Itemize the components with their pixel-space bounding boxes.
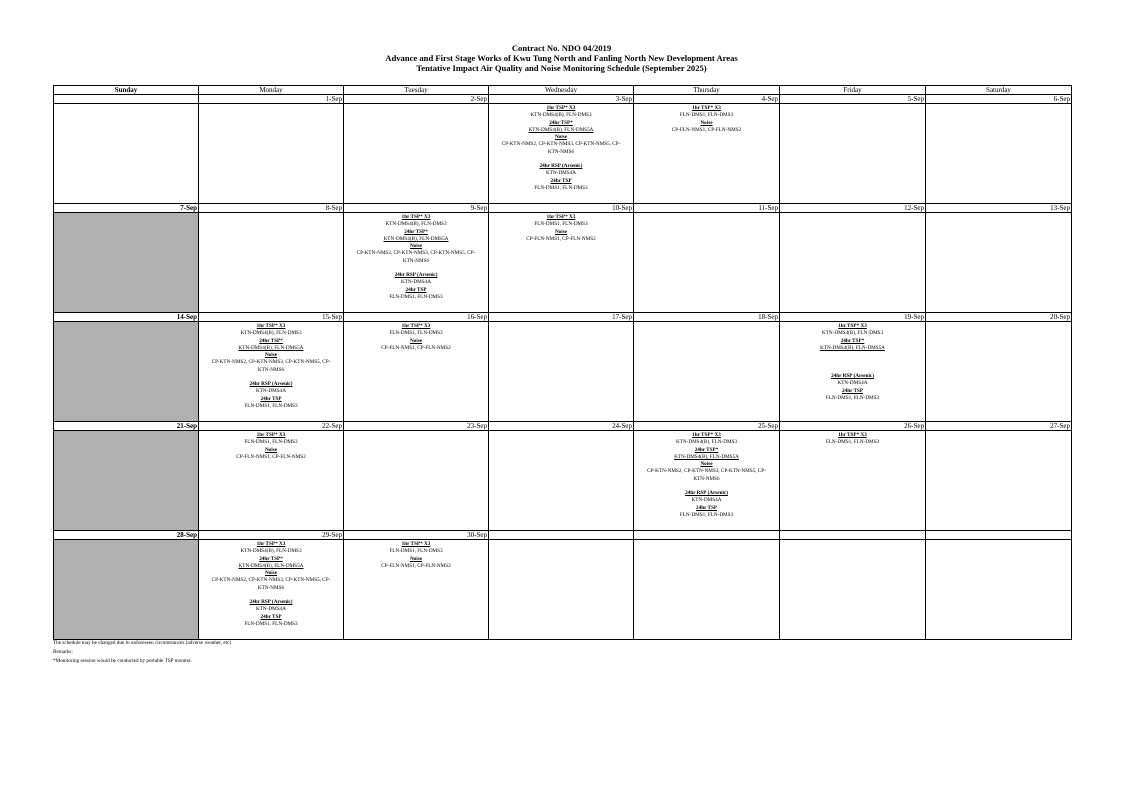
monitoring-type-heading: 24hr RSP (Arsenic) — [831, 373, 874, 380]
date-cell — [54, 422, 199, 431]
disclaimer-note: The schedule may be changed due to unforeseen circumstances (adverse weather, etc) — [53, 640, 232, 646]
schedule-entries — [926, 431, 1071, 432]
date-cell — [926, 531, 1072, 540]
date-label — [1070, 531, 1071, 539]
day-cell — [54, 322, 199, 422]
day-cell — [634, 104, 780, 204]
monitoring-type-heading: 24hr TSP* — [549, 119, 573, 126]
date-cell — [54, 95, 199, 104]
date-cell — [489, 422, 634, 431]
date-cell — [634, 313, 780, 322]
date-cell — [780, 204, 926, 213]
monitoring-type-heading: 1hr TSP* X3 — [256, 323, 286, 329]
schedule-entries — [489, 540, 633, 541]
date-label: 21-Sep — [176, 422, 197, 430]
schedule-entries — [54, 213, 198, 214]
monitoring-type-heading: 24hr TSP — [405, 286, 427, 293]
station-list: KTN-NMS6 — [693, 475, 720, 482]
date-label: 17-Sep — [612, 313, 632, 321]
date-label: 3-Sep — [615, 95, 632, 103]
date-label: 9-Sep — [470, 204, 487, 212]
day-cell — [199, 322, 344, 422]
station-list: FLN-DMS1, FLN-DMS3 — [244, 402, 298, 409]
day-cell — [634, 322, 780, 422]
date-cell — [634, 531, 780, 540]
station-list: CP-FLN-NMS1, CP-FLN-NMS2 — [671, 126, 742, 133]
monitoring-type-heading: 24hr TSP* — [259, 555, 283, 562]
station-list: FLN-DMS1, FLN-DMS3 — [679, 112, 734, 119]
date-cell — [54, 204, 199, 213]
date-cell — [634, 422, 780, 431]
schedule-entries — [634, 322, 779, 323]
day-cell — [926, 213, 1072, 313]
day-cell — [199, 540, 344, 640]
schedule-entries — [54, 104, 198, 105]
schedule-entries — [344, 431, 488, 432]
schedule-entries — [489, 213, 633, 243]
day-cell — [54, 540, 199, 640]
station-list: KTN-DMS4(B), FLN-DMS3 — [821, 330, 884, 337]
monitoring-type-heading: Noise — [554, 134, 568, 141]
date-row — [54, 422, 1072, 431]
station-list: FLN-DMS1, FLN-DMS3 — [244, 620, 298, 627]
schedule-entries — [344, 213, 488, 301]
date-label: 5-Sep — [907, 95, 924, 103]
contract-number: Contract No. NDO 04/2019 — [511, 43, 612, 53]
date-cell — [199, 531, 344, 540]
spacer — [780, 352, 925, 359]
date-label: 15-Sep — [322, 313, 342, 321]
day-cell — [199, 213, 344, 313]
week-row — [54, 322, 1072, 422]
monitoring-type-heading: Noise — [264, 446, 278, 453]
schedule-entries — [54, 322, 198, 323]
station-list: KTN-DMS4(B), FLN-DMS5A — [238, 562, 304, 569]
date-cell — [344, 313, 489, 322]
monitoring-type-heading: Noise — [409, 555, 423, 562]
monitoring-type-heading: 24hr TSP — [550, 177, 572, 184]
station-list: FLN-DMS1, FLN-DMS3 — [534, 221, 588, 228]
remarks-label: Remarks: — [53, 649, 73, 655]
station-list: KTN-NMS6 — [257, 584, 285, 591]
monitoring-type-heading: 24hr RSP (Arsenic) — [249, 599, 293, 606]
monitoring-type-heading: 24hr TSP* — [259, 337, 283, 344]
station-list: KTN-DMS4A — [256, 388, 286, 395]
date-cell — [634, 95, 780, 104]
weekday-header-row — [54, 86, 1072, 95]
schedule-entries — [780, 104, 925, 105]
date-cell — [199, 313, 344, 322]
date-cell — [199, 204, 344, 213]
station-list: CP-KTN-NMS2, CP-KTN-NMS3, CP-KTN-NMS5, CP- — [356, 250, 476, 257]
date-label: 2-Sep — [470, 95, 487, 103]
day-cell — [344, 213, 489, 313]
day-cell — [199, 104, 344, 204]
station-list: KTN-DMS4A — [546, 170, 576, 177]
day-cell — [489, 322, 634, 422]
day-cell — [344, 540, 489, 640]
station-list: KTN-NMS6 — [547, 148, 575, 155]
date-label: 1-Sep — [325, 95, 342, 103]
schedule-entries — [634, 104, 779, 134]
station-list: CP-KTN-NMS2, CP-KTN-NMS3, CP-KTN-NMS5, CP- — [501, 141, 621, 148]
schedule-entries — [780, 431, 925, 447]
monitoring-type-heading: 24hr TSP* — [694, 446, 719, 453]
monitoring-type-heading: 24hr TSP — [260, 395, 282, 402]
date-label: 28-Sep — [176, 531, 197, 539]
station-list: KTN-DMS4(B), FLN-DMS3 — [240, 330, 302, 337]
date-label: 14-Sep — [176, 313, 197, 321]
footnotes — [53, 639, 231, 666]
station-list: KTN-DMS4(B), FLN-DMS3 — [385, 221, 447, 228]
schedule-entries — [489, 104, 633, 192]
date-cell — [926, 313, 1072, 322]
day-cell — [54, 213, 199, 313]
schedule-title: Tentative Impact Air Quality and Noise Monitoring Schedule (September 2025) — [416, 63, 707, 73]
schedule-entries — [926, 104, 1071, 105]
schedule-entries — [634, 213, 779, 214]
day-cell — [780, 322, 926, 422]
schedule-entries — [344, 104, 488, 105]
monitoring-type-heading: Noise — [264, 570, 278, 577]
date-label: 8-Sep — [325, 204, 342, 212]
schedule-entries — [199, 431, 343, 461]
day-cell — [926, 431, 1072, 531]
schedule-entries — [344, 540, 488, 570]
schedule-entries — [199, 213, 343, 214]
schedule-entries — [199, 540, 343, 628]
station-list: KTN-DMS4(B), FLN-DMS5A — [383, 235, 449, 242]
day-cell — [489, 104, 634, 204]
date-cell — [780, 531, 926, 540]
day-cell — [489, 431, 634, 531]
date-cell — [54, 531, 199, 540]
monitoring-type-heading: 24hr TSP — [696, 504, 717, 511]
monitoring-type-heading: 1hr TSP* X3 — [692, 432, 721, 438]
date-label: 13-Sep — [1050, 204, 1070, 212]
date-label: 10-Sep — [612, 204, 632, 212]
monitoring-calendar — [53, 85, 1072, 640]
monitoring-type-heading: 24hr RSP (Arsenic) — [539, 163, 583, 170]
station-list: KTN-NMS6 — [257, 366, 285, 373]
day-cell — [344, 104, 489, 204]
station-list: KTN-DMS4(B), FLN-DMS5A — [528, 126, 594, 133]
date-cell — [199, 422, 344, 431]
date-cell — [489, 204, 634, 213]
schedule-entries — [489, 431, 633, 432]
date-label: 7-Sep — [180, 204, 197, 212]
date-cell — [634, 204, 780, 213]
day-cell — [344, 431, 489, 531]
monitoring-type-heading: 1hr TSP* X3 — [256, 432, 286, 438]
monitoring-type-heading: 1hr TSP* X3 — [256, 541, 286, 547]
station-list: FLN-DMS1, FLN-DMS3 — [825, 439, 880, 446]
calendar-body — [54, 95, 1072, 640]
schedule-entries — [344, 322, 488, 352]
schedule-entries — [54, 540, 198, 541]
monitoring-type-heading: 24hr RSP (Arsenic) — [394, 272, 438, 279]
station-list: FLN-DMS1, FLN-DMS3 — [389, 548, 443, 555]
date-label — [924, 531, 925, 539]
weekday-header-monday: Monday — [199, 86, 344, 95]
schedule-entries — [926, 213, 1071, 214]
day-cell — [54, 431, 199, 531]
station-list: KTN-DMS4A — [691, 497, 722, 504]
station-list: FLN-DMS1, FLN-DMS3 — [679, 511, 734, 518]
week-row — [54, 540, 1072, 640]
week-row — [54, 213, 1072, 313]
monitoring-type-heading: 24hr TSP* — [840, 337, 865, 344]
day-cell — [634, 431, 780, 531]
schedule-entries — [926, 322, 1071, 323]
date-cell — [489, 313, 634, 322]
station-list: KTN-DMS4A — [837, 380, 868, 387]
date-label: 29-Sep — [322, 531, 342, 539]
station-list: FLN-DMS1, FLN-DMS3 — [389, 330, 443, 337]
monitoring-type-heading: Noise — [409, 337, 423, 344]
date-row — [54, 313, 1072, 322]
date-label — [632, 531, 633, 539]
station-list: CP-FLN-NMS1, CP-FLN-NMS2 — [381, 562, 451, 569]
day-cell — [926, 104, 1072, 204]
station-list: CP-KTN-NMS2, CP-KTN-NMS3, CP-KTN-NMS5, CP- — [211, 577, 331, 584]
monitoring-type-heading: 24hr TSP* — [404, 228, 428, 235]
schedule-entries — [780, 213, 925, 214]
station-list: KTN-DMS4(B), FLN-DMS3 — [240, 548, 302, 555]
station-list: KTN-DMS4(B), FLN-DMS5A — [674, 453, 739, 460]
monitoring-type-heading: 24hr TSP — [842, 387, 863, 394]
date-cell — [780, 95, 926, 104]
schedule-entries — [54, 431, 198, 432]
date-label: 30-Sep — [467, 531, 487, 539]
schedule-entries — [780, 322, 925, 402]
schedule-entries — [926, 540, 1071, 541]
monitoring-type-heading: 1hr TSP* X3 — [401, 214, 431, 220]
date-label: 24-Sep — [612, 422, 632, 430]
day-cell — [780, 540, 926, 640]
day-cell — [489, 213, 634, 313]
monitoring-type-heading: 1hr TSP* X3 — [401, 323, 431, 329]
date-label: 11-Sep — [758, 204, 778, 212]
date-cell — [926, 95, 1072, 104]
date-cell — [344, 204, 489, 213]
station-list: KTN-DMS4(B), FLN-DMS3 — [675, 439, 738, 446]
week-row — [54, 104, 1072, 204]
date-cell — [780, 313, 926, 322]
date-cell — [344, 422, 489, 431]
date-cell — [489, 531, 634, 540]
schedule-entries — [634, 431, 779, 519]
date-label: 22-Sep — [322, 422, 342, 430]
day-cell — [199, 431, 344, 531]
schedule-entries — [489, 322, 633, 323]
day-cell — [780, 104, 926, 204]
document-title-block — [0, 43, 1123, 73]
date-cell — [344, 531, 489, 540]
date-label: 16-Sep — [467, 313, 487, 321]
monitoring-type-heading: 1hr TSP* X3 — [838, 323, 867, 329]
monitoring-type-heading: 1hr TSP* X3 — [838, 432, 867, 438]
day-cell — [489, 540, 634, 640]
date-cell — [780, 422, 926, 431]
date-label: 6-Sep — [1053, 95, 1070, 103]
day-cell — [54, 104, 199, 204]
weekday-header-sunday: Sunday — [54, 86, 199, 95]
station-list: KTN-DMS4(B), FLN-DMS5A — [238, 344, 304, 351]
weekday-header-tuesday: Tuesday — [344, 86, 489, 95]
date-label: 12-Sep — [904, 204, 924, 212]
station-list: KTN-DMS4A — [401, 279, 431, 286]
monitoring-type-heading: 1hr TSP* X3 — [546, 214, 576, 220]
day-cell — [780, 213, 926, 313]
date-cell — [926, 204, 1072, 213]
monitoring-type-heading: Noise — [554, 228, 568, 235]
date-cell — [926, 422, 1072, 431]
remark-note: *Monitoring session would be conducted by portable TSP monitor. — [53, 658, 193, 664]
schedule-entries — [634, 540, 779, 541]
date-label: 26-Sep — [904, 422, 924, 430]
station-list: FLN-DMS1, FLN-DMS3 — [534, 184, 588, 191]
date-label: 19-Sep — [904, 313, 924, 321]
spacer — [780, 359, 925, 366]
monitoring-type-heading: Noise — [264, 352, 278, 359]
date-row — [54, 95, 1072, 104]
monitoring-type-heading: Noise — [700, 461, 713, 468]
day-cell — [344, 322, 489, 422]
station-list: CP-FLN-NMS1, CP-FLN-NMS2 — [236, 453, 306, 460]
day-cell — [926, 540, 1072, 640]
monitoring-type-heading: 1hr TSP* X3 — [401, 541, 431, 547]
weekday-header-saturday: Saturday — [926, 86, 1072, 95]
weekday-header-thursday: Thursday — [634, 86, 780, 95]
schedule-entries — [780, 540, 925, 541]
station-list: CP-KTN-NMS2, CP-KTN-NMS3, CP-KTN-NMS5, CP- — [647, 468, 766, 475]
date-row — [54, 531, 1072, 540]
date-label: 4-Sep — [761, 95, 778, 103]
day-cell — [780, 431, 926, 531]
station-list: CP-FLN-NMS1, CP-FLN-NMS2 — [381, 344, 451, 351]
schedule-entries — [199, 322, 343, 410]
date-label: 18-Sep — [758, 313, 778, 321]
monitoring-type-heading: 24hr RSP (Arsenic) — [249, 381, 293, 388]
station-list: KTN-DMS4(B), FLN-DMS3 — [530, 112, 592, 119]
date-label — [197, 95, 198, 103]
date-label — [778, 531, 779, 539]
monitoring-type-heading: 1hr TSP* X3 — [546, 105, 576, 111]
date-label: 20-Sep — [1050, 313, 1070, 321]
date-label: 23-Sep — [467, 422, 487, 430]
weekday-header-friday: Friday — [780, 86, 926, 95]
station-list: CP-KTN-NMS2, CP-KTN-NMS3, CP-KTN-NMS5, CP- — [211, 359, 331, 366]
project-title: Advance and First Stage Works of Kwu Tung North and Fanling North New Development Areas — [385, 53, 738, 63]
station-list: CP-FLN-NMS1, CP-FLN-NMS2 — [526, 235, 596, 242]
week-row — [54, 431, 1072, 531]
monitoring-type-heading: Noise — [409, 243, 423, 250]
date-cell — [199, 95, 344, 104]
monitoring-type-heading: Noise — [700, 119, 713, 126]
monitoring-type-heading: 24hr RSP (Arsenic) — [685, 490, 728, 497]
monitoring-type-heading: 1hr TSP* X3 — [692, 105, 721, 111]
day-cell — [634, 213, 780, 313]
monitoring-type-heading: 24hr TSP — [260, 613, 282, 620]
station-list: FLN-DMS1, FLN-DMS3 — [244, 439, 298, 446]
date-label: 27-Sep — [1050, 422, 1070, 430]
date-cell — [54, 313, 199, 322]
station-list: KTN-DMS4(B), FLN-DMS5A — [820, 344, 885, 351]
date-cell — [489, 95, 634, 104]
day-cell — [926, 322, 1072, 422]
weekday-header-wednesday: Wednesday — [489, 86, 634, 95]
schedule-entries — [199, 104, 343, 105]
station-list: FLN-DMS1, FLN-DMS3 — [389, 293, 443, 300]
station-list: FLN-DMS1, FLN-DMS3 — [825, 395, 880, 402]
date-row — [54, 204, 1072, 213]
station-list: KTN-DMS4A — [256, 606, 286, 613]
date-label: 25-Sep — [758, 422, 778, 430]
station-list: KTN-NMS6 — [402, 257, 430, 264]
day-cell — [634, 540, 780, 640]
date-cell — [344, 95, 489, 104]
